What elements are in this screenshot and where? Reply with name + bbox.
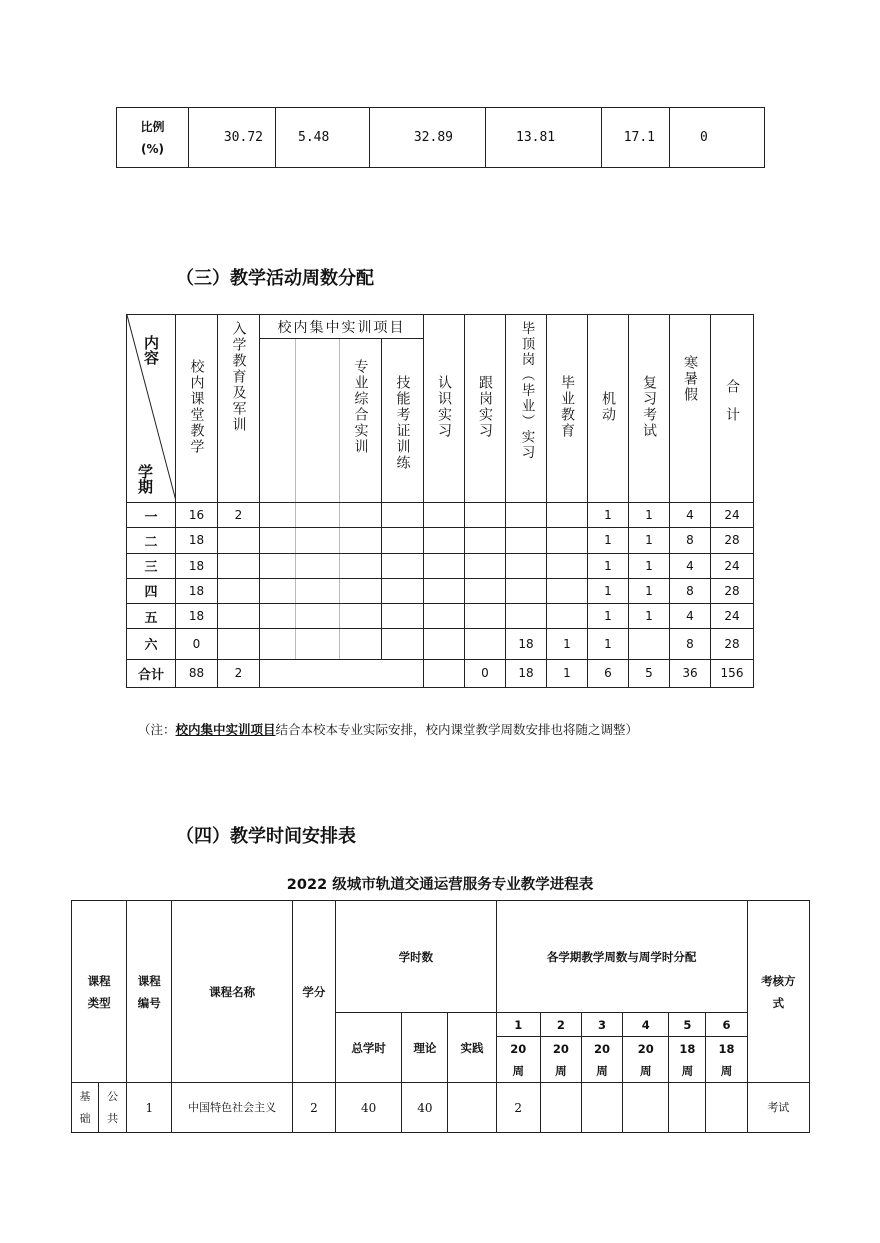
ratio-table [116,107,765,168]
header-vacation: 寒暑假 [670,315,711,503]
header-graduation-post: 毕顶岗（毕业）实习 [506,315,547,503]
section-heading: （三）教学活动周数分配 [176,268,374,289]
header-hours: 学时数 [336,901,497,1013]
corner-term-label: 学期 [136,464,154,494]
header-term-distribution: 各学期教学周数与周学时分配 [496,901,747,1013]
cell [340,578,382,603]
cell [382,553,424,578]
cell: 24 [711,604,754,629]
cell [218,578,260,603]
cell [424,659,465,687]
cell [465,578,506,603]
ratio-value: 32.89 [370,108,486,168]
course-theory: 40 [402,1083,448,1133]
cell [382,528,424,553]
term-weeks: 18周 [706,1037,747,1083]
term-cell: 一 [127,503,176,528]
term-cell: 六 [127,629,176,659]
ratio-value: 30.72 [189,108,276,168]
header-practice: 实践 [448,1013,496,1083]
table-row [127,553,754,578]
term-number: 4 [623,1013,669,1037]
term-cell: 合计 [127,659,176,687]
header-course-no: 课程编号 [127,901,172,1083]
cell: 156 [711,659,754,687]
ratio-value: 0 [670,108,765,168]
term-number: 5 [669,1013,706,1037]
term-number: 6 [706,1013,747,1037]
header-corner [127,315,176,503]
table-row [72,1083,810,1133]
header-orientation: 入学教育及军训 [218,315,260,503]
course-total-hours: 40 [336,1083,402,1133]
cell [547,578,588,603]
cell [296,553,340,578]
cell: 36 [670,659,711,687]
header-follow-post: 跟岗实习 [465,315,506,503]
cell: 1 [588,629,629,659]
table-row [127,604,754,629]
course-assessment: 考试 [747,1083,809,1133]
cell [296,629,340,659]
cell [218,553,260,578]
cell [382,604,424,629]
cell: 1 [588,604,629,629]
ratio-value: 17.1 [602,108,670,168]
cell: 18 [176,578,218,603]
cell [581,1083,622,1133]
cell: 8 [670,578,711,603]
header-total-hours: 总学时 [336,1013,402,1083]
cell [340,553,382,578]
cell: 1 [629,503,670,528]
term-weeks: 20周 [540,1037,581,1083]
table-row [127,629,754,659]
cell: 18 [176,553,218,578]
cell [540,1083,581,1133]
schedule-table-title: 2022 级城市轨道交通运营服务专业教学进程表 [286,877,594,893]
cell: 2 [218,659,260,687]
term-weeks: 20周 [623,1037,669,1083]
cell [340,503,382,528]
cell: 4 [670,553,711,578]
cell [424,528,465,553]
cell: 1 [588,578,629,603]
cell [218,629,260,659]
cell [296,578,340,603]
cell: 18 [176,604,218,629]
ratio-label [117,108,189,168]
term-weeks: 18周 [669,1037,706,1083]
cell: 88 [176,659,218,687]
cell [629,629,670,659]
cell [547,553,588,578]
cell [382,578,424,603]
table-row [127,528,754,553]
section-heading: （四）教学时间安排表 [176,826,356,847]
cell [260,503,296,528]
term-cell: 四 [127,578,176,603]
cell: 1 [547,629,588,659]
note-suffix: 结合本校本专业实际安排，校内课堂教学周数安排也将随之调整） [275,722,639,737]
cell [424,604,465,629]
cell [506,503,547,528]
cell: 0 [176,629,218,659]
course-no: 1 [127,1083,172,1133]
term-weeks: 20周 [496,1037,540,1083]
cell: 28 [711,528,754,553]
cell [382,629,424,659]
header-skill-cert: 技能考证训练 [382,339,424,503]
term-number: 1 [496,1013,540,1037]
cell: 18 [176,528,218,553]
cell [465,553,506,578]
course-type-b: 公共 [99,1083,127,1133]
cell [260,528,296,553]
cell: 8 [670,629,711,659]
cell [547,503,588,528]
cell [424,553,465,578]
cell [260,578,296,603]
cell: 4 [670,604,711,629]
cell [465,503,506,528]
table-row [127,578,754,603]
ratio-label-line2: (%) [141,141,164,156]
cell: 24 [711,553,754,578]
cell [340,528,382,553]
course-name: 中国特色社会主义 [172,1083,292,1133]
cell [547,604,588,629]
cell [260,629,296,659]
cell [260,553,296,578]
total-row [127,659,754,687]
cell [260,659,424,687]
term-cell: 三 [127,553,176,578]
course-type-a: 基础 [72,1083,99,1133]
header-theory: 理论 [402,1013,448,1083]
cell: 6 [588,659,629,687]
cell: 1 [629,553,670,578]
header-campus-course: 校内课堂教学 [176,315,218,503]
term-number: 3 [581,1013,622,1037]
cell [340,629,382,659]
cell: 1 [588,528,629,553]
cell: 18 [506,659,547,687]
cell [296,503,340,528]
cell: 1 [547,659,588,687]
ratio-label-line1: 比例 [140,119,165,134]
cell [424,578,465,603]
cell: 1 [588,503,629,528]
cell: 1 [629,578,670,603]
header-flexible: 机动 [588,315,629,503]
cell [424,629,465,659]
cell [218,528,260,553]
header-blank [296,339,340,503]
term-weeks: 20周 [581,1037,622,1083]
cell [506,604,547,629]
header-total: 合计 [711,315,754,503]
header-assessment: 考核方式 [747,901,809,1083]
cell [382,503,424,528]
weeks-allocation-table [126,314,754,688]
course-term-1: 2 [496,1083,540,1133]
cell [506,578,547,603]
cell: 2 [218,503,260,528]
header-credit: 学分 [292,901,335,1083]
header-professional-training: 专业综合实训 [340,339,382,503]
cell: 28 [711,629,754,659]
cell [296,604,340,629]
table-row [127,503,754,528]
cell [506,528,547,553]
table-note [138,720,638,738]
cell [465,629,506,659]
cell: 8 [670,528,711,553]
term-number: 2 [540,1013,581,1037]
header-graduation-edu: 毕业教育 [547,315,588,503]
header-cognition: 认识实习 [424,315,465,503]
term-cell: 二 [127,528,176,553]
corner-content-label: 内容 [142,335,160,365]
cell [218,604,260,629]
header-concentrated-training: 校内集中实训项目 [260,315,424,339]
cell: 1 [588,553,629,578]
ratio-value: 5.48 [276,108,370,168]
ratio-value: 13.81 [486,108,602,168]
cell [669,1083,706,1133]
note-prefix: （注： [138,722,176,737]
cell: 24 [711,503,754,528]
cell [340,604,382,629]
cell [465,528,506,553]
cell [547,528,588,553]
course-credit: 2 [292,1083,335,1133]
cell: 18 [506,629,547,659]
cell: 5 [629,659,670,687]
cell: 4 [670,503,711,528]
teaching-schedule-table [71,900,810,1133]
cell: 16 [176,503,218,528]
cell [465,604,506,629]
header-course-type: 课程类型 [72,901,127,1083]
header-blank [260,339,296,503]
cell: 1 [629,604,670,629]
header-course-name: 课程名称 [172,901,292,1083]
cell: 0 [465,659,506,687]
cell [424,503,465,528]
course-practice [448,1083,496,1133]
note-emphasis: 校内集中实训项目 [175,722,276,737]
term-cell: 五 [127,604,176,629]
cell [506,553,547,578]
cell: 1 [629,528,670,553]
cell [260,604,296,629]
cell [706,1083,747,1133]
cell [623,1083,669,1133]
cell: 28 [711,578,754,603]
header-review-exam: 复习考试 [629,315,670,503]
cell [296,528,340,553]
